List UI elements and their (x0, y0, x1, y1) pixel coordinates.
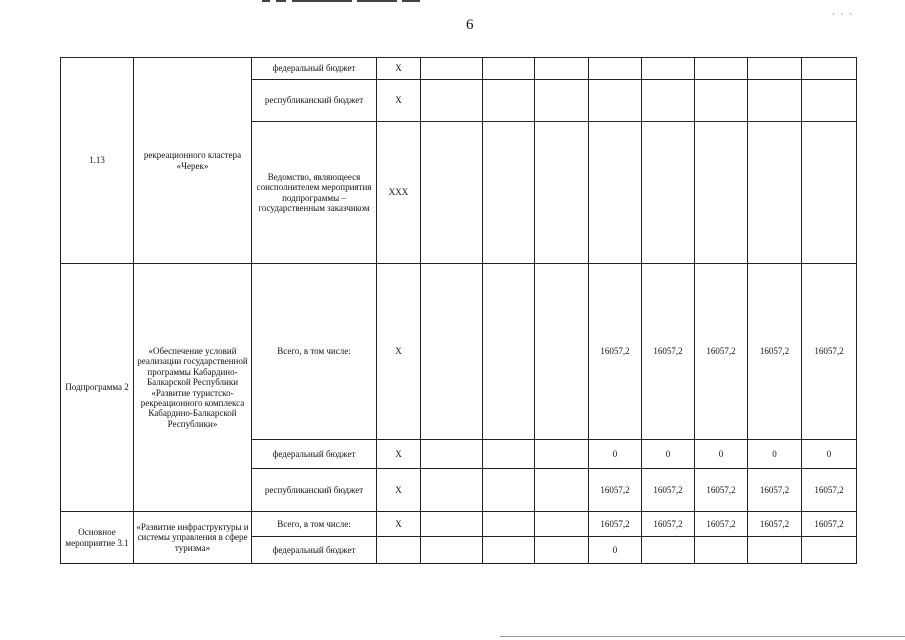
value-cell: 16057,2 (589, 264, 642, 440)
republic-budget-label: республиканский бюджет (252, 469, 377, 512)
table-row (61, 264, 857, 440)
table-row (61, 58, 857, 80)
value-cell: 16057,2 (802, 469, 857, 512)
value-cell: 16057,2 (748, 264, 802, 440)
value-cell: 0 (589, 537, 642, 564)
top-scan-artifact (262, 0, 427, 3)
x-mark: Х (377, 469, 421, 512)
federal-budget-label: федеральный бюджет (252, 440, 377, 469)
agency-code: ХХХ (377, 122, 421, 264)
value-cell: 16057,2 (802, 264, 857, 440)
value-cell: 16057,2 (642, 469, 695, 512)
bottom-scan-line (500, 636, 905, 637)
value-cell: 16057,2 (589, 469, 642, 512)
value-cell: 0 (802, 440, 857, 469)
value-cell: 16057,2 (802, 512, 857, 537)
value-cell: 16057,2 (748, 512, 802, 537)
table-row (61, 512, 857, 537)
republic-budget-label: республиканский бюджет (252, 80, 377, 122)
page-number: 6 (466, 17, 474, 33)
x-mark: Х (377, 58, 421, 80)
value-cell: 16057,2 (642, 512, 695, 537)
total-label: Всего, в том числе: (252, 512, 377, 537)
main-activity-code: Основное мероприятие 3.1 (61, 512, 134, 564)
main-activity-name: «Развитие инфраструктуры и системы управления в сфере туризма» (134, 512, 252, 564)
x-mark: Х (377, 512, 421, 537)
value-cell: 16057,2 (695, 264, 748, 440)
row-code-1-13: 1.13 (61, 58, 134, 264)
x-mark: Х (377, 80, 421, 122)
federal-budget-label: федеральный бюджет (252, 58, 377, 80)
x-mark: Х (377, 264, 421, 440)
value-cell: 16057,2 (695, 512, 748, 537)
value-cell: 0 (748, 440, 802, 469)
value-cell: 16057,2 (642, 264, 695, 440)
value-cell: 16057,2 (695, 469, 748, 512)
value-cell: 16057,2 (748, 469, 802, 512)
total-label: Всего, в том числе: (252, 264, 377, 440)
x-mark: Х (377, 440, 421, 469)
federal-budget-label: федеральный бюджет (252, 537, 377, 564)
value-cell: 16057,2 (589, 512, 642, 537)
corner-scan-mark: · · · (832, 10, 854, 19)
value-cell: 0 (695, 440, 748, 469)
row-name-1-13: рекреационного кластера «Черек» (134, 58, 252, 264)
subprogram-code: Подпрограмма 2 (61, 264, 134, 512)
value-cell: 0 (589, 440, 642, 469)
agency-label: Ведомство, являющееся соисполнителем мероприятия подпрограммы – государственным заказчиком (252, 122, 377, 264)
value-cell: 0 (642, 440, 695, 469)
budget-table (60, 57, 857, 564)
subprogram-name: «Обеспечение условий реализации государственной программы Кабардино-Балкарской Республики «Развитие туристско-рекреационного комплекса Кабардино-Балкарской Республики» (134, 264, 252, 512)
